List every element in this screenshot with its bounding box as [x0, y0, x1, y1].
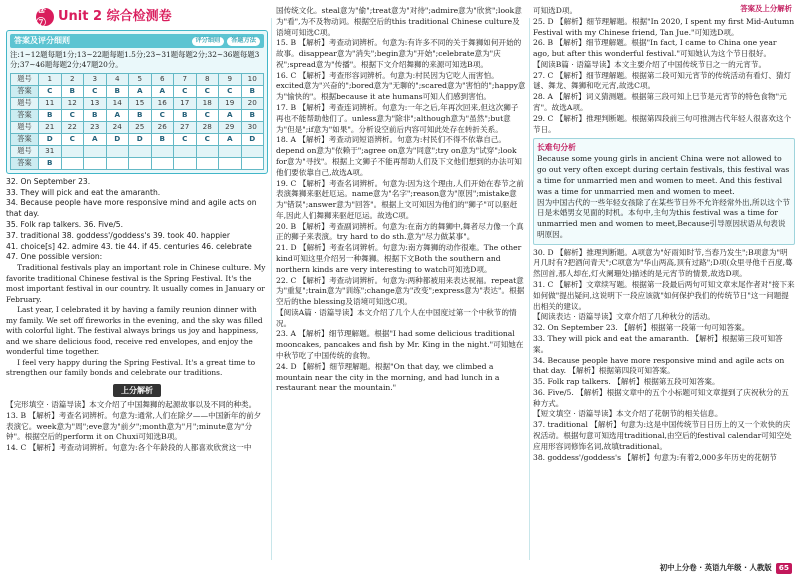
answer-table	[10, 73, 264, 170]
analysis-item: 14. C 【解析】考查动词辨析。句意为:各个年龄段的人都喜欢欣赏这一中	[6, 443, 252, 453]
row-label: 题号	[11, 121, 39, 133]
essay-paragraph: I feel very happy during the Spring Festival. It's a great time to strengthen our family bonds and celebrate our traditions.	[6, 357, 256, 378]
footer-text: 初中上分卷 · 英语九年级 · 人教版	[659, 563, 772, 573]
analysis-item: 33. They will pick and eat the amaranth. 【解析】根据第三段可知答案。	[533, 333, 783, 354]
table-cell: 12	[61, 97, 84, 109]
row-label: 答案	[11, 109, 39, 121]
table-cell	[241, 157, 264, 169]
table-cell: 1	[39, 73, 62, 85]
analysis-item: 15. B 【解析】考查动词辨析。句意为:有许多不同的关于舞狮如何开始的故事。disappear意为"消失";begin意为"开始";celebrate意为"庆祝";spread意为"传播"。根据下文介绍舞狮的来源可知选B项。	[276, 38, 522, 69]
table-cell: C	[84, 85, 107, 97]
table-cell	[129, 157, 152, 169]
scoring-note: 注:1~12题每题1分;13~22题每题1.5分;23~31题每题2分;32~36题每题3分;37~46题每题2分;47题20分。	[10, 49, 260, 70]
table-cell: 10	[241, 73, 264, 85]
column-divider	[529, 18, 530, 560]
table-cell: 13	[84, 97, 107, 109]
row-label: 题号	[11, 97, 39, 109]
analysis-item: 可知选D项。	[533, 6, 578, 15]
table-cell: 22	[61, 121, 84, 133]
table-cell: 16	[151, 97, 174, 109]
table-cell: B	[241, 85, 264, 97]
analysis-item: 32. On September 23. 【解析】根据第一段第一句可知答案。	[533, 323, 750, 333]
table-cell: C	[61, 109, 84, 121]
table-cell: D	[106, 133, 129, 145]
table-cell	[151, 157, 174, 169]
right-column	[533, 6, 795, 463]
unit-badge: 卷⑦	[36, 8, 54, 26]
page-header: 答案及上分解析	[740, 4, 792, 13]
table-cell: D	[129, 133, 152, 145]
analysis-item: 24. D 【解析】细节理解题。根据"On that day, we climbed a mountain near the city in the morning, and had lunch in a restaurant near the mountain."	[276, 361, 500, 393]
analysis-item: 25. D 【解析】细节理解题。根据"In 2020, I spent my first Mid-Autumn Festival with my Chinese friend, Tan Jue."可知选D项。	[533, 16, 795, 37]
table-cell: A	[129, 85, 152, 97]
analysis-col1	[6, 400, 268, 454]
table-cell: C	[196, 85, 219, 97]
table-row	[11, 109, 264, 121]
analysis-item: 【短文填空 · 语篇导读】本文介绍了花朝节的相关信息。	[533, 409, 723, 419]
analysis-item: 29. C 【解析】推理判断题。根据第四段前三句可推测古代年轻人很喜欢这个节日。	[533, 113, 792, 134]
answer-line: 37. traditional 38. goddess'/goddess's 39. took 40. happier	[6, 230, 230, 240]
table-cell: B	[39, 109, 62, 121]
table-cell: 28	[196, 121, 219, 133]
table-cell	[61, 157, 84, 169]
table-cell: D	[241, 133, 264, 145]
table-cell: B	[106, 85, 129, 97]
table-cell: 25	[129, 121, 152, 133]
table-row	[11, 121, 264, 133]
answer-line: 41. choice[s] 42. admire 43. tie 44. if 45. centuries 46. celebrate	[6, 241, 252, 251]
table-cell	[151, 145, 174, 157]
table-cell: 31	[39, 145, 62, 157]
table-cell: B	[39, 157, 62, 169]
table-cell: 18	[196, 97, 219, 109]
table-cell: 11	[39, 97, 62, 109]
table-cell: C	[196, 109, 219, 121]
long-sentence-en: Because some young girls in ancient China were not allowed to go out very often except during certain festivals, this festival was a time for unmarried men and women to meet. And this festival was a time for unmarried men and women to meet.	[537, 154, 790, 196]
tag-scoring: 评分细则	[192, 37, 225, 46]
answer-line: 32. On September 23.	[6, 176, 91, 186]
table-cell: C	[196, 133, 219, 145]
analysis-item: 23. A 【解析】细节理解题。根据"I had some delicious traditional mooncakes, pancakes and fish by Mr. King in the night."可知她在中秋节吃了中国传统的食物。	[276, 329, 524, 360]
table-cell: 29	[219, 121, 242, 133]
table-cell: 19	[219, 97, 242, 109]
analysis-item: 36. Five/5. 【解析】根据文章中的五个小标题可知文章提到了庆祝秋分的五种方式。	[533, 387, 789, 408]
table-row	[11, 97, 264, 109]
essay	[6, 263, 268, 379]
table-cell	[106, 145, 129, 157]
answer-lines	[6, 177, 268, 263]
table-cell: B	[84, 109, 107, 121]
table-cell: 21	[39, 121, 62, 133]
table-cell: 9	[219, 73, 242, 85]
table-cell: C	[174, 85, 197, 97]
table-cell: A	[84, 133, 107, 145]
table-cell: C	[61, 133, 84, 145]
long-sentence-cn: 因为中国古代的一些年轻女孩除了在某些节日外不允许经常外出,所以这个节日是未婚男女见面的时机。本句中,主句为this festival was a time for unmarried men and women to meet,Because引导原因状语从句表说明原因。	[537, 197, 791, 239]
analysis-item: 35. Folk rap talkers. 【解析】根据第五段可知答案。	[533, 377, 720, 387]
table-cell	[241, 145, 264, 157]
answer-line: 34. Because people have more responsive mind and agile acts on that day.	[6, 198, 257, 219]
table-row	[11, 145, 264, 157]
table-cell: B	[174, 109, 197, 121]
unit-title: Unit 2 综合检测卷	[58, 9, 172, 24]
table-cell: B	[129, 109, 152, 121]
table-cell: 6	[151, 73, 174, 85]
analysis-item: 27. C 【解析】细节理解题。根据第二段可知元宵节的传统活动有看灯、猜灯谜、舞龙、舞狮和吃元宵,故选C项。	[533, 70, 792, 91]
table-cell: C	[151, 109, 174, 121]
long-sentence-title: 长难句分析	[537, 143, 576, 153]
table-cell: 5	[129, 73, 152, 85]
table-cell	[106, 157, 129, 169]
analysis-item: 18. A 【解析】考查动词短语辨析。句意为:村民们不得不依靠自己。depend on意为"依赖于";agree on意为"同意";try on意为"试穿";look for意为"寻找"。根据上文狮子不能再帮助人们及下文他们想到的办法可知他们要依靠自己,故选A项。	[276, 135, 522, 177]
table-cell: 3	[84, 73, 107, 85]
table-cell: 17	[174, 97, 197, 109]
table-cell: A	[219, 109, 242, 121]
table-cell	[61, 145, 84, 157]
analysis-item: 31. C 【解析】文章续写题。根据第一段最后两句可知文章末尾作者对"接下来如何做"提出疑问,这说明下一段应该就"如何保护我们的传统节日"这一问题提出相关的建议。	[533, 280, 795, 311]
essay-paragraph: Last year, I celebrated it by having a family reunion dinner with my family. We set off fireworks in the evening, and the sky was filled with colorful light. The festival always brings us joy and happiness, and we share delicious food, receive red envelopes, and enjoy the wonderful time together.	[6, 305, 263, 357]
analysis-item: 国传统文化。steal意为"偷";treat意为"对待";admire意为"欣赏";look意为"看",为不及物动词。根据空后的this traditional Chinese culture及语境可知选C项。	[276, 6, 522, 37]
left-column	[6, 6, 268, 454]
tag-method: 答题方法	[227, 37, 260, 46]
analysis-item: 21. D 【解析】考查名词辨析。句意为:南方舞狮的动作很难。The other kind可知这里介绍另一种舞狮。根据下文Both the southern and northern kinds are very interesting to watch可知选D项。	[276, 243, 522, 274]
analysis-item: 30. D 【解析】推理判断题。A项意为"好雨知时节,当春乃发生";B项意为"明月几时有?把酒问青天";C项意为"华山两高,顶有过路";D项(众里寻他千百度,蓦然回首,那人却在,灯火阑珊处)描述的是元宵节的情景,故选D项。	[533, 247, 793, 279]
analysis-item: 19. C 【解析】考查名词辨析。句意为:因为这个理由,人们开始在春节之前表演舞狮来驱赶厄运。name意为"名字";reason意为"原因";mistake意为"错误";answer意为"回答"。根据上文可知因为他们的"狮子"可以驱赶年,因此人们舞狮来驱赶厄运。故选C项。	[276, 178, 524, 220]
table-cell	[174, 157, 197, 169]
table-cell	[219, 157, 242, 169]
answer-bar	[10, 34, 264, 47]
analysis-item: 【阅读B篇 · 语篇导读】本文主要介绍了中国传统节日之一的元宵节。	[533, 59, 767, 69]
table-cell: 15	[129, 97, 152, 109]
table-cell	[84, 145, 107, 157]
table-cell: A	[151, 85, 174, 97]
table-row	[11, 157, 264, 169]
table-cell: A	[219, 133, 242, 145]
analysis-col2	[276, 6, 526, 394]
table-cell	[129, 145, 152, 157]
table-cell: 8	[196, 73, 219, 85]
analysis-item: 【完形填空 · 语篇导读】本文介绍了中国舞狮的起源故事以及不同的种类。	[6, 400, 257, 410]
table-cell: A	[106, 109, 129, 121]
table-cell: C	[219, 85, 242, 97]
analysis-item: 20. B 【解析】考查副词辨析。句意为:在南方的舞狮中,舞者尽力像一个真正的狮子来表演。try hard to do sth.意为"尽力做某事"。	[276, 221, 524, 242]
column-divider	[271, 18, 272, 560]
table-row	[11, 133, 264, 145]
table-cell: 26	[151, 121, 174, 133]
analysis-item: 17. B 【解析】考查连词辨析。句意为:一年之后,年再次回来,但这次狮子再也不能帮助他们了。unless意为"除非";although意为"虽然";but意为"但是";if意为"如果"。分析设空前后内容可知此处存在转折关系。	[276, 103, 519, 134]
table-cell: B	[61, 85, 84, 97]
analysis-item: 26. B 【解析】细节理解题。根据"In fact, I came to China one year ago, but after this wonderful festival."可知她认为这个节日很好。	[533, 38, 777, 59]
table-row	[11, 85, 264, 97]
answer-bar-title: 答案及评分细则	[14, 36, 70, 46]
table-cell	[174, 145, 197, 157]
table-cell: C	[39, 85, 62, 97]
table-cell: 4	[106, 73, 129, 85]
row-label: 答案	[11, 157, 39, 169]
analysis-item: 34. Because people have more responsive mind and agile acts on that day. 【解析】根据第四段可知答案。	[533, 355, 785, 376]
table-cell	[196, 157, 219, 169]
analysis-item: 22. C 【解析】考查动词辨析。句意为:两种都被用来表达祝福。repeat意为"重复";train意为"训练";change意为"改变";express意为"表达"。根据空后的the blessing及语境可知选C项。	[276, 275, 525, 307]
row-label: 题号	[11, 73, 39, 85]
analysis-heading: 上分解析	[6, 384, 268, 397]
row-label: 答案	[11, 85, 39, 97]
analysis-col3	[533, 6, 795, 135]
analysis-item: 【阅读A篇 · 语篇导读】本文介绍了几个人在中国度过第一个中秋节的情况。	[276, 307, 517, 328]
unit-header	[36, 4, 268, 30]
table-cell: 7	[174, 73, 197, 85]
table-cell: B	[241, 109, 264, 121]
analysis-item: 28. A 【解析】词义猜测题。根据第三段可知上巳节是元宵节的特色食物"元宵"。故选A项。	[533, 92, 787, 113]
row-label: 题号	[11, 145, 39, 157]
page-footer	[660, 563, 792, 574]
table-cell: 23	[84, 121, 107, 133]
table-row	[11, 73, 264, 85]
table-cell	[84, 157, 107, 169]
analysis-col3-b	[533, 248, 795, 464]
analysis-item: 37. traditional 【解析】句意为:这是中国传统节日日历上的又一个欢快的庆祝活动。根据句意可知选用traditional,由空后的festival calendar可知空处应用形容词修饰名词,故填traditional。	[533, 420, 792, 451]
table-cell: 14	[106, 97, 129, 109]
row-label: 答案	[11, 133, 39, 145]
page-number: 65	[776, 563, 792, 574]
table-cell: 20	[241, 97, 264, 109]
long-sentence-box	[533, 138, 795, 244]
table-cell: C	[174, 133, 197, 145]
table-cell	[219, 145, 242, 157]
answer-line: 47. One possible version:	[6, 252, 103, 262]
answer-line: 33. They will pick and eat the amaranth.	[6, 187, 161, 197]
table-cell: D	[39, 133, 62, 145]
table-cell	[196, 145, 219, 157]
analysis-item: 16. C 【解析】考查形容词辨析。句意为:村民因为它吃人而害怕。excited意为"兴奋的";bored意为"无聊的";scared意为"害怕的";happy意为"愉快的"。根据because it ate humans可知人们感到害怕。	[276, 70, 526, 102]
answer-line: 35. Folk rap talkers. 36. Five/5.	[6, 219, 123, 229]
table-cell: 24	[106, 121, 129, 133]
table-cell: 27	[174, 121, 197, 133]
analysis-item: 38. goddess'/goddess's 【解析】句意为:有着2,000多年历史的花朝节	[533, 452, 777, 462]
table-cell: 2	[61, 73, 84, 85]
analysis-item: 13. B 【解析】考查名词辨析。句意为:通常,人们在除夕——中国新年的前夕表演它。week意为"周";eve意为"前夕";month意为"月";minute意为"分钟"。根据空后的perform it on Chuxi可知选B项。	[6, 410, 262, 442]
analysis-item: 【阅读表达 · 语篇导读】文章介绍了几种秋分的活动。	[533, 312, 715, 322]
table-cell: 30	[241, 121, 264, 133]
table-cell: B	[151, 133, 174, 145]
middle-column	[276, 6, 526, 394]
essay-paragraph: Traditional festivals play an important role in Chinese culture. My favorite traditional Chinese festival is the Spring Festival. It's the most important festival in our country. It usually comes in January or February.	[6, 263, 266, 304]
answer-box	[6, 30, 268, 173]
